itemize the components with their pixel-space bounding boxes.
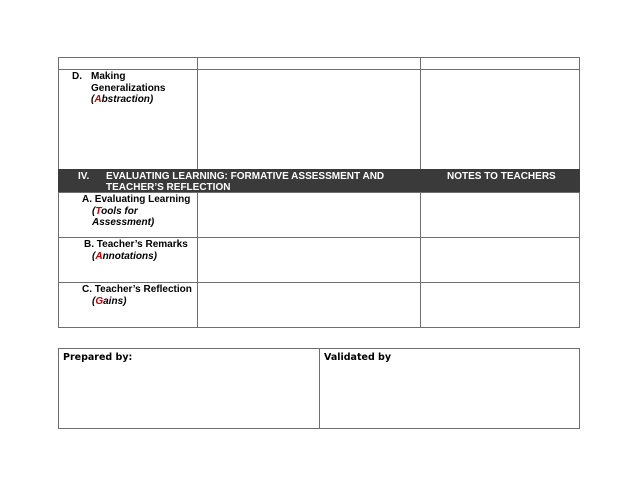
prepared-by-label: Prepared by: (63, 352, 133, 363)
making-generalizations-title-line1: Making (91, 71, 126, 82)
evaluating-learning-cell (58, 192, 198, 238)
highlight-letter: T (95, 205, 102, 217)
section-title-line2: TEACHER’S REFLECTION (106, 182, 231, 193)
validated-by-label: Validated by (324, 352, 392, 363)
teachers-remarks-subtitle (92, 251, 157, 263)
making-generalizations-letter: D. (72, 71, 82, 82)
teachers-reflection-cell (58, 282, 198, 328)
teachers-reflection-subtitle (92, 296, 126, 308)
subtitle-rest: bstraction) (101, 94, 154, 105)
teachers-remarks-content-cell (197, 237, 421, 283)
open-paren: ( (92, 205, 96, 217)
evaluating-learning-title: A. Evaluating Learning (82, 194, 191, 205)
teachers-reflection-notes-cell (420, 282, 580, 328)
evaluating-learning-content-cell (197, 192, 421, 238)
highlight-letter: A (94, 94, 102, 105)
making-generalizations-subtitle (91, 94, 153, 106)
teachers-remarks-notes-cell (420, 237, 580, 283)
highlight-letter: G (95, 295, 104, 307)
open-paren: ( (91, 94, 95, 105)
prepared-by-cell (58, 348, 320, 429)
section-iv-header (58, 169, 580, 193)
making-generalizations-notes-cell (420, 69, 580, 170)
section-title-line1: EVALUATING LEARNING: FORMATIVE ASSESSMENT AND (106, 171, 385, 182)
teachers-reflection-content-cell (197, 282, 421, 328)
subtitle-rest: nnotations) (102, 250, 158, 262)
evaluating-learning-subtitle (92, 206, 138, 218)
validated-by-cell (319, 348, 580, 429)
teachers-remarks-cell (58, 237, 198, 283)
evaluating-learning-subtitle-line2: Assessment) (92, 217, 155, 228)
teachers-remarks-title: B. Teacher’s Remarks (84, 239, 188, 250)
making-generalizations-cell (58, 69, 198, 170)
teachers-reflection-title: C. Teacher’s Reflection (82, 284, 192, 295)
open-paren: ( (92, 250, 96, 262)
open-paren: ( (92, 295, 96, 307)
highlight-letter: A (95, 250, 103, 262)
subtitle-rest: ains) (103, 295, 127, 307)
making-generalizations-title-line2: Generalizations (91, 82, 166, 94)
making-generalizations-content-cell (197, 69, 421, 170)
subtitle-rest: ools for (101, 205, 138, 217)
notes-to-teachers-header: NOTES TO TEACHERS (447, 171, 556, 182)
section-number: IV. (78, 171, 90, 182)
evaluating-learning-notes-cell (420, 192, 580, 238)
